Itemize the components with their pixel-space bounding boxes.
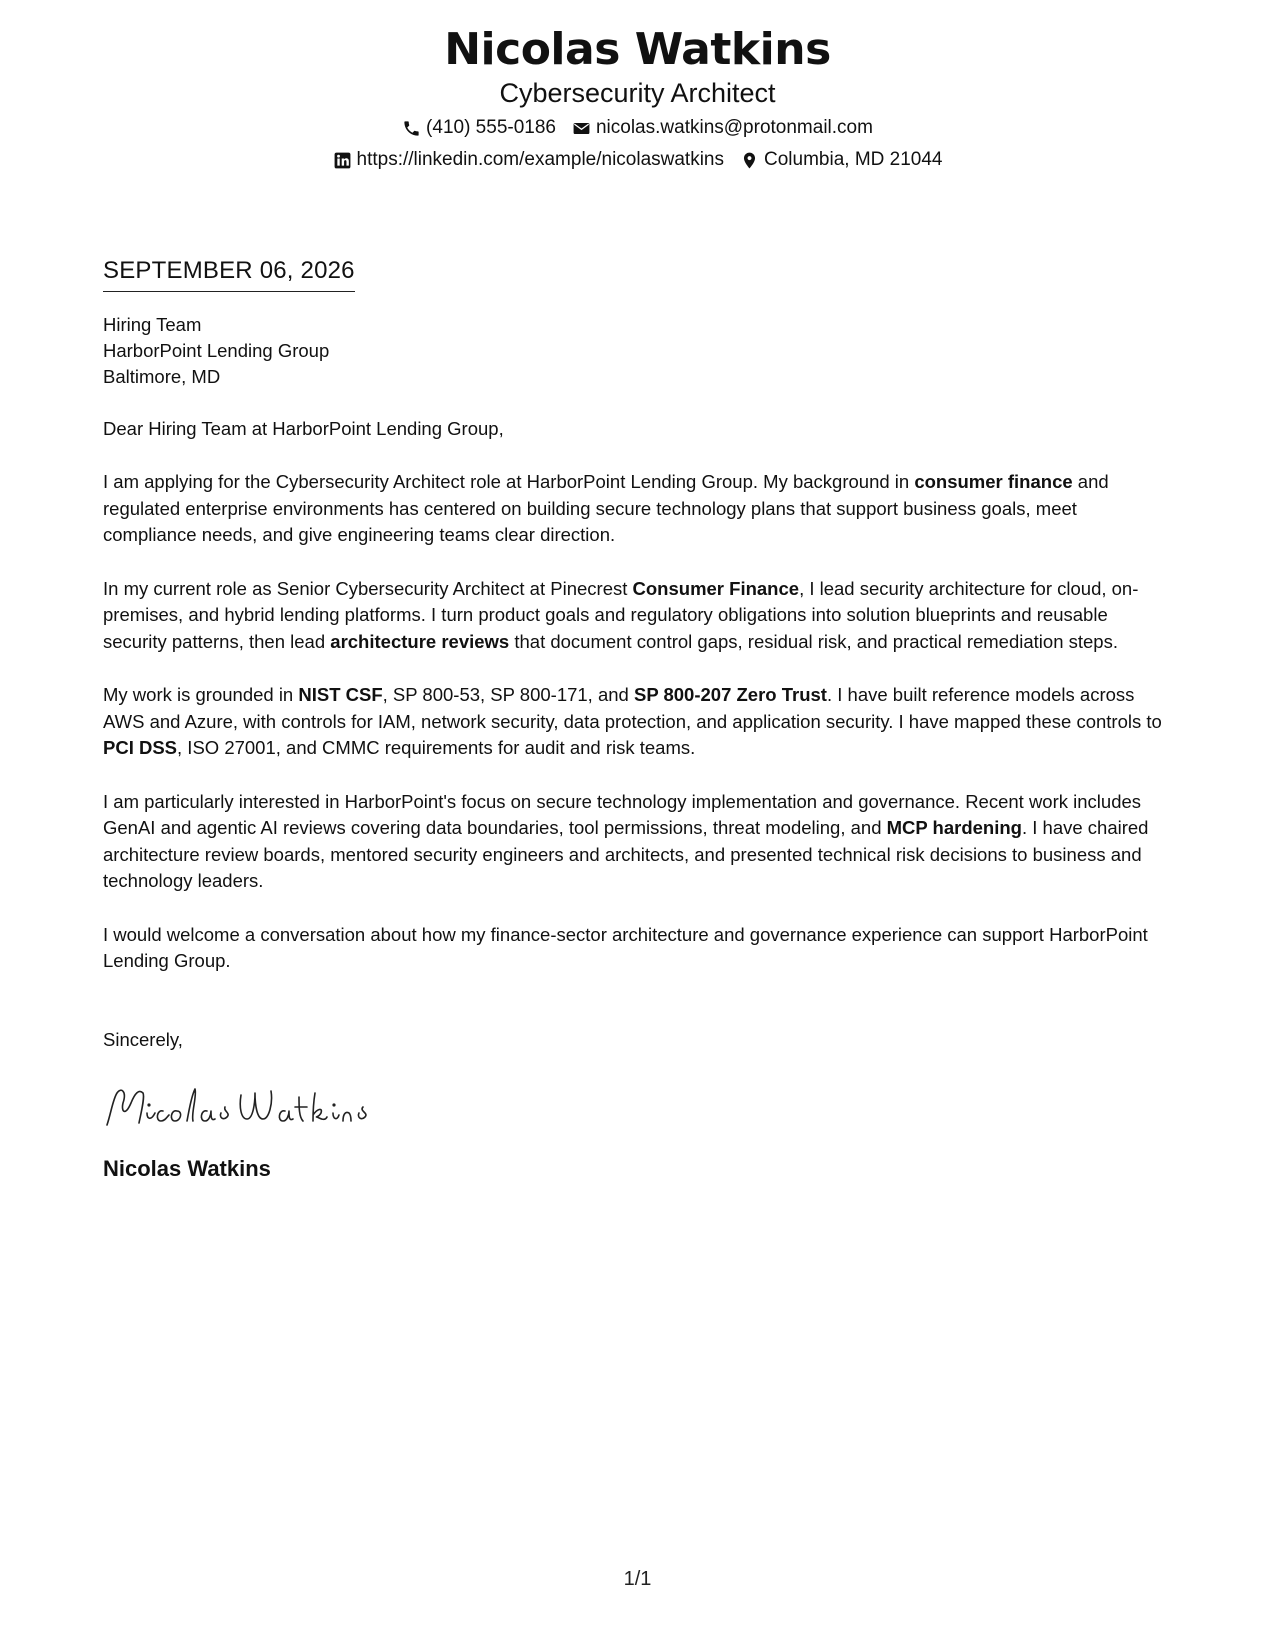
phone-number: (410) 555-0186	[426, 117, 556, 138]
location-text: Columbia, MD 21044	[764, 149, 943, 170]
applicant-title: Cybersecurity Architect	[499, 78, 776, 108]
text-run: I am applying for the Cybersecurity Architect role at HarborPoint Lending Group. My background in	[103, 471, 915, 492]
contact-phone[interactable]	[402, 114, 556, 142]
contact-email[interactable]	[572, 114, 873, 142]
handwritten-signature	[103, 1083, 373, 1133]
text-run: I am particularly interested in HarborPoint's focus on secure technology implementation and governance. Recent work includes GenAI and agentic AI reviews covering data boundaries, tool permissions, threat modeling, and	[103, 790, 1142, 838]
page-number: 1/1	[623, 1568, 652, 1590]
text-run: , SP 800-53, SP 800-171, and	[382, 684, 634, 705]
letter-date: SEPTEMBER 06, 2026	[103, 255, 355, 292]
paragraph-3	[103, 682, 1173, 762]
paragraph-1	[103, 469, 1173, 549]
text-run: My work is grounded in	[103, 684, 299, 705]
text-run: In my current role as Senior Cybersecurity Architect at Pinecrest	[103, 577, 633, 599]
bold-keyword: PCI DSS	[103, 737, 178, 758]
contact-location	[740, 146, 942, 174]
bold-keyword: architecture reviews	[330, 630, 510, 652]
text-run: , ISO 27001, and CMMC requirements for audit and risk teams.	[177, 737, 696, 758]
text-run: . I have built reference models across AWS and Azure, with controls for IAM, network security, data protection, and application security. I have mapped these controls to	[103, 684, 1162, 732]
text-run: and regulated enterprise environments has centered on building secure technology plans that support business goals, meet compliance needs, and give engineering teams clear direction.	[103, 471, 1109, 545]
text-run: . I have chaired architecture review boards, mentored security engineers and architects, and presented technical risk decisions to business and technology leaders.	[103, 817, 1149, 891]
map-marker-icon	[740, 151, 759, 170]
signer-name: Nicolas Watkins	[103, 1155, 271, 1181]
bold-keyword: NIST CSF	[298, 684, 383, 705]
recipient-line: Hiring Team	[103, 314, 202, 335]
bold-keyword: SP 800-207 Zero Trust	[633, 684, 827, 705]
closing: Sincerely,	[103, 1028, 183, 1050]
letter-header	[0, 0, 1275, 174]
paragraph-4	[103, 789, 1173, 895]
recipient-company: HarborPoint Lending Group	[103, 340, 330, 361]
letter-body	[103, 255, 1173, 1183]
email-address: nicolas.watkins@protonmail.com	[595, 117, 873, 138]
applicant-name: Nicolas Watkins	[444, 24, 831, 75]
paragraph-2	[103, 576, 1173, 656]
bold-keyword: consumer finance	[914, 471, 1073, 492]
salutation: Dear Hiring Team at HarborPoint Lending Group,	[103, 418, 504, 439]
contact-linkedin[interactable]	[333, 146, 725, 174]
phone-icon	[402, 119, 421, 138]
text-run: , I lead security architecture for cloud, on-premises, and hybrid lending platforms. I turn product goals and regulatory obligations into solution blueprints and reusable security patterns, then lead	[103, 577, 1139, 652]
bold-keyword: MCP hardening	[886, 817, 1022, 838]
recipient-location: Baltimore, MD	[103, 366, 221, 387]
paragraph-5: I would welcome a conversation about how my finance-sector architecture and governance experience can support HarborPoint Lending Group.	[103, 923, 1148, 971]
bold-keyword: Consumer Finance	[632, 577, 800, 599]
envelope-icon	[572, 119, 591, 138]
contact-row-2	[0, 146, 1275, 174]
contact-row-1	[0, 114, 1275, 142]
text-run: that document control gaps, residual risk, and practical remediation steps.	[509, 630, 1118, 652]
linkedin-icon	[333, 151, 352, 170]
recipient-block	[103, 312, 1173, 390]
linkedin-url: https://linkedin.com/example/nicolaswatkins	[356, 149, 725, 170]
